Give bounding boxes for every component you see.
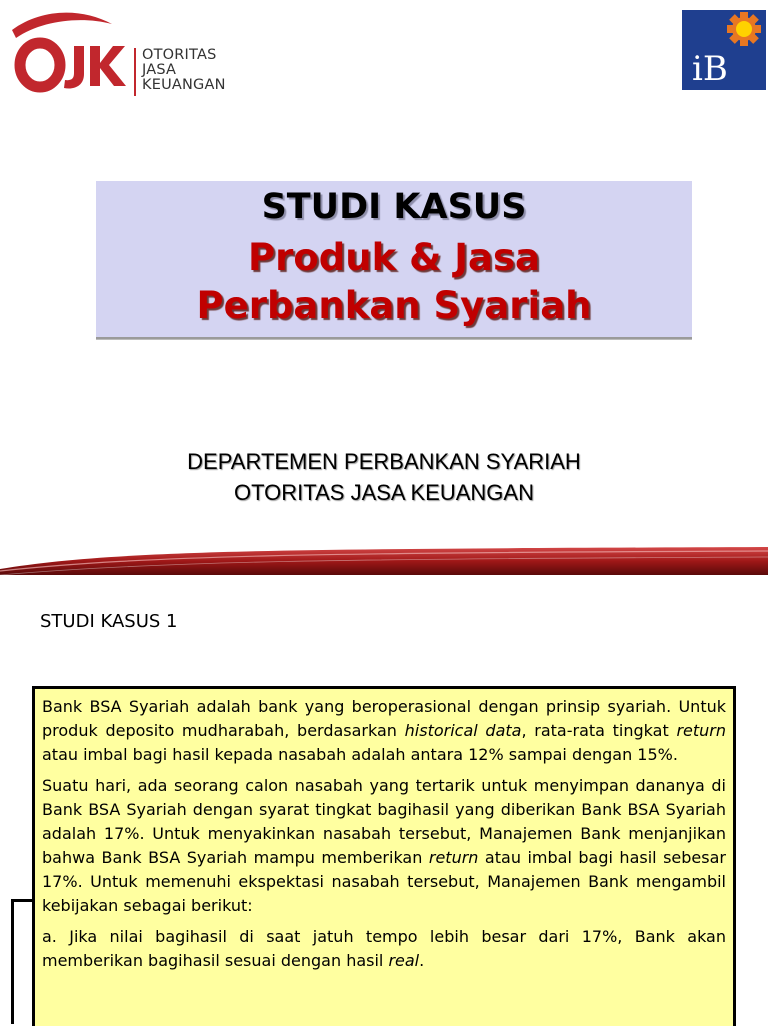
ojk-logo — [12, 10, 242, 100]
logo-divider — [134, 48, 136, 96]
p1-text-a: Bank BSA Syariah adalah bank yang beroperasional dengan prinsip syariah. Untuk produk deposito mudharabah, berdasarkan — [42, 697, 726, 740]
p1-italic-historical: historical data — [404, 721, 522, 740]
p1-italic-return: return — [676, 721, 727, 740]
bracket-tick — [11, 899, 33, 902]
department-line-1: DEPARTEMEN PERBANKAN SYARIAH — [187, 449, 581, 474]
case-study-label: STUDI KASUS 1 — [40, 611, 178, 632]
title-line-3: Perbankan Syariah — [196, 284, 592, 327]
ojk-line-1: OTORITAS — [142, 47, 217, 63]
ojk-wordmark — [142, 48, 226, 93]
ib-logo — [682, 10, 766, 90]
department-line-2: OTORITAS JASA KEUANGAN — [234, 480, 534, 505]
case-study-box — [32, 686, 736, 1026]
p2-text-c: atau imbal bagi hasil sebesar 17%. Untuk memenuhi ekspektasi nasabah tersebut, Manajemen Bank mengambil kebijakan sebagai berikut: — [42, 848, 726, 915]
case-paragraph-1 — [42, 695, 726, 767]
p3-italic-real: real — [388, 951, 420, 970]
case-paragraph-2 — [42, 774, 726, 918]
ib-logo-text: iB — [692, 49, 728, 89]
p2-italic-return: return — [428, 848, 479, 867]
red-band-divider — [0, 545, 768, 577]
ojk-line-2: JASA — [142, 62, 177, 78]
title-line-1: STUDI KASUS — [261, 187, 527, 227]
p1-text-c: , rata-rata tingkat — [521, 721, 677, 740]
p2-text-a: Suatu hari, ada seorang calon nasabah yang tertarik untuk menyimpan dananya di Bank BSA Syariah dengan syarat tingkat bagihasil yang diberikan Bank BSA Syariah adalah 17%. Untuk menyakinkan nasabah tersebut, Manajemen Bank menjanjikan bahwa Bank BSA Syariah mampu memberikan — [42, 776, 726, 867]
case-paragraph-3 — [42, 925, 726, 973]
ib-logo-mark — [682, 10, 766, 90]
p1-text-e: atau imbal bagi hasil kepada nasabah adalah antara 12% sampai dengan 15%. — [42, 745, 678, 764]
p3-text-a: a. Jika nilai bagihasil di saat jatuh tempo lebih besar dari 17%, Bank akan memberikan bagihasil sesuai dengan hasil — [42, 927, 726, 970]
bracket-line — [11, 899, 14, 1024]
title-box — [96, 181, 692, 339]
title-line-2: Produk & Jasa — [248, 236, 540, 279]
p3-text-c: . — [419, 951, 425, 970]
ojk-line-3: KEUANGAN — [142, 77, 226, 93]
